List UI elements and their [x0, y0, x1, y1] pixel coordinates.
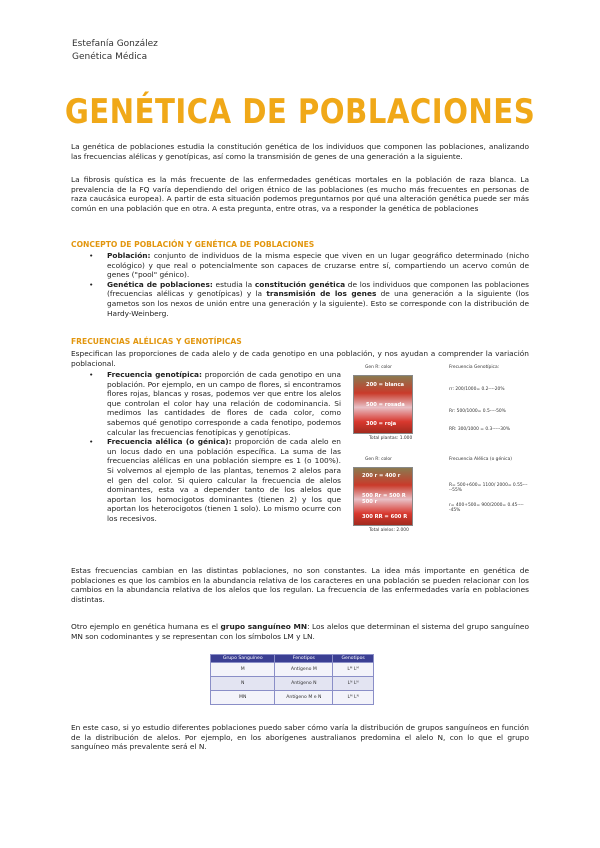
- frequencies-change-paragraph: Estas frecuencias cambian en las distintas poblaciones, no son constantes. La idea más importante en genética de poblaciones es que los cambios en la abundancia relativa de los caracteres en una población se pueden relacionar con los cambios en la abundancia relativa de los alelos que los regulan. La frecuencia de las enfermedades varía en poblaciones distintas.: [71, 566, 529, 604]
- definition: conjunto de individuos de la misma especie que viven en un lugar geográfico determinado (nicho ecológico) y que real o potencialmente son capaces de cruzarse entre sí, compartiendo un acervo común de genes ("pool" génico).: [107, 251, 529, 280]
- label-white: 200 r = 400 r: [362, 473, 401, 479]
- bullet-icon: •: [89, 437, 94, 447]
- term: Población:: [107, 251, 151, 260]
- label-white: 200 = blanca: [366, 382, 405, 388]
- intro-paragraph-2: La fibrosis quística es la más frecuente de las enfermedades genéticas mortales en la población de raza blanca. La prevalencia de la FQ varía dependiendo del origen étnico de las poblaciones (es mucho más frecuentes en personas de raza caucásica europea). A partir de esta situación podemos preguntarnos por qué una alteración genética puede ser más común en una población que en otra. A esta pregunta, entre otras, va a responder la genética de poblaciones: [71, 175, 529, 213]
- table-cell: M: [211, 663, 275, 677]
- table-cell: MN: [211, 691, 275, 705]
- table-cell: N: [211, 677, 275, 691]
- definition: proporción de cada alelo en un locus dado en una población específica. La suma de las frecuencias alélicas en una población siempre es 1 (o 100%). Si volvemos al ejemplo de las plantas, tenemos 2 alelos para el gen del color. Si quiero calcular la frecuencia de alelos dominantes, esta va a depender tanto de los alelos que aportan los homocigotos dominantes (tienen 2) y los que aportan los heterocigotos (tienen 1 solo). Lo mismo ocurre con los recesivos.: [107, 437, 341, 523]
- bullet-icon: •: [89, 251, 94, 260]
- text: Otro ejemplo en genética humana es el: [71, 622, 221, 631]
- term: Frecuencia alélica (o génica):: [107, 437, 232, 447]
- freq-line: Rr: 500/1000= 0.5----50%: [449, 409, 506, 414]
- definition: de los individuos que componen las poblaciones (frecuencias alélicas y genotípicas) y la: [107, 279, 529, 299]
- emphasis: constitución genética: [254, 279, 346, 289]
- bullet-icon: •: [89, 370, 94, 379]
- page-title: GENÉTICA DE POBLACIONES: [64, 92, 536, 132]
- author-block: [72, 38, 158, 64]
- column-header: Fenotipos: [275, 655, 333, 663]
- label-red: 300 = roja: [366, 421, 397, 427]
- freq-line: R= 500+600= 1100/ 2000= 0.55-----55%: [449, 483, 528, 493]
- table-row: [211, 691, 374, 705]
- definition: proporción de cada genotipo en una población. Por ejemplo, en un campo de flores, si encontramos flores rojas, blancas y rosas, podemos ver que entre los alelos que controlan el color hay una relación de codominancia. Si medimos las cantidades de flores de cada color, como sabemos qué genotipo corresponde a cada fenotipo, podemos calcular las frecuencias fenotípicas y genotípicas.: [107, 370, 341, 437]
- genotypic-frequency-figure: [353, 365, 533, 445]
- freq-line: r= 400+500= 900/2000= 0.45-----45%: [449, 503, 524, 513]
- final-paragraph: En este caso, si yo estudio diferentes poblaciones puedo saber cómo varía la distribución de grupos sanguíneos en función de la distribución de alelos. Por ejemplo, en los aborígenes australianos predomina el alelo N, con lo que el grupo sanguíneo más prevalente será el N.: [71, 723, 529, 752]
- section-heading-population: CONCEPTO DE POBLACIÓN Y GENÉTICA DE POBLACIONES: [71, 240, 315, 249]
- figure-freq-title: Frecuencia Genotípica:: [449, 365, 500, 370]
- list-item: [71, 437, 341, 523]
- label-red: 300 RR = 600 R: [362, 514, 408, 520]
- text: : Los alelos que determinan el sistema del grupo sanguíneo MN son codominantes y se representan con los símbolos LM y LN.: [71, 622, 529, 641]
- author-name: Estefanía González: [72, 39, 158, 49]
- table-cell: Antígeno N: [275, 677, 333, 691]
- freq-line: RR: 300/1000 = 0.3-----30%: [449, 427, 511, 432]
- figure-total: Total plantas: 1.000: [369, 436, 413, 441]
- frequencies-intro: Especifican las proporciones de cada alelo y de cada genotipo en una población, y nos ayudan a comprender la variación poblacional.: [71, 349, 529, 368]
- emphasis: transmisión de los genes: [266, 289, 377, 299]
- allelic-frequency-figure: [353, 457, 533, 537]
- bullet-icon: •: [89, 279, 94, 289]
- table-cell: Lᴺ Lᴺ: [333, 677, 374, 691]
- mn-blood-group-table: [210, 654, 374, 705]
- frequencies-list: [71, 370, 341, 524]
- table-row: [211, 677, 374, 691]
- emphasis: grupo sanguíneo MN: [220, 622, 308, 631]
- flower-field-image: [353, 375, 413, 434]
- mn-blood-group-paragraph: [71, 622, 529, 641]
- term: Frecuencia genotípica:: [107, 370, 202, 379]
- term: Genética de poblaciones:: [107, 279, 213, 289]
- definition: estudia la: [212, 279, 255, 289]
- list-item: [71, 280, 529, 318]
- table-cell: Lᴹ Lᴺ: [333, 691, 374, 705]
- label-pink: 500 = rosada: [366, 402, 405, 408]
- column-header: Genotipos: [333, 655, 374, 663]
- figure-freq-title: Frecuencia Alélica (o génica): [449, 457, 512, 462]
- flower-field-image: [353, 467, 413, 526]
- section-heading-frequencies: FRECUENCIAS ALÉLICAS Y GENOTÍPICAS: [71, 337, 242, 346]
- table-row: [211, 663, 374, 677]
- population-list: [71, 251, 529, 318]
- table-header-row: [211, 655, 374, 663]
- list-item: [71, 251, 529, 280]
- column-header: Grupo Sanguíneo: [211, 655, 275, 663]
- definition: de una generación a la siguiente (los gametos son los nexos de unión entre una generación y la siguiente). Esto se corresponde con la distribución de Hardy-Weinberg.: [107, 289, 529, 318]
- figure-gene-label: Gen R: color: [365, 457, 392, 462]
- intro-paragraph-1: La genética de poblaciones estudia la constitución genética de los individuos que componen las poblaciones, analizando las frecuencias alélicas y genotípicas, así como la transmisión de genes de una generación a la siguiente.: [71, 142, 529, 161]
- subject-name: Genética Médica: [72, 52, 148, 62]
- figure-total: Total alelos: 2.000: [369, 528, 409, 533]
- freq-line: rr: 200/1000= 0.2----20%: [449, 387, 505, 392]
- table-cell: Lᴹ Lᴹ: [333, 663, 374, 677]
- label-pink: 500 Rr = 500 R 500 r: [362, 493, 406, 505]
- table-cell: Antígeno M: [275, 663, 333, 677]
- figure-gene-label: Gen R: color: [365, 365, 392, 370]
- list-item: [71, 370, 341, 437]
- table-cell: Antígeno M e N: [275, 691, 333, 705]
